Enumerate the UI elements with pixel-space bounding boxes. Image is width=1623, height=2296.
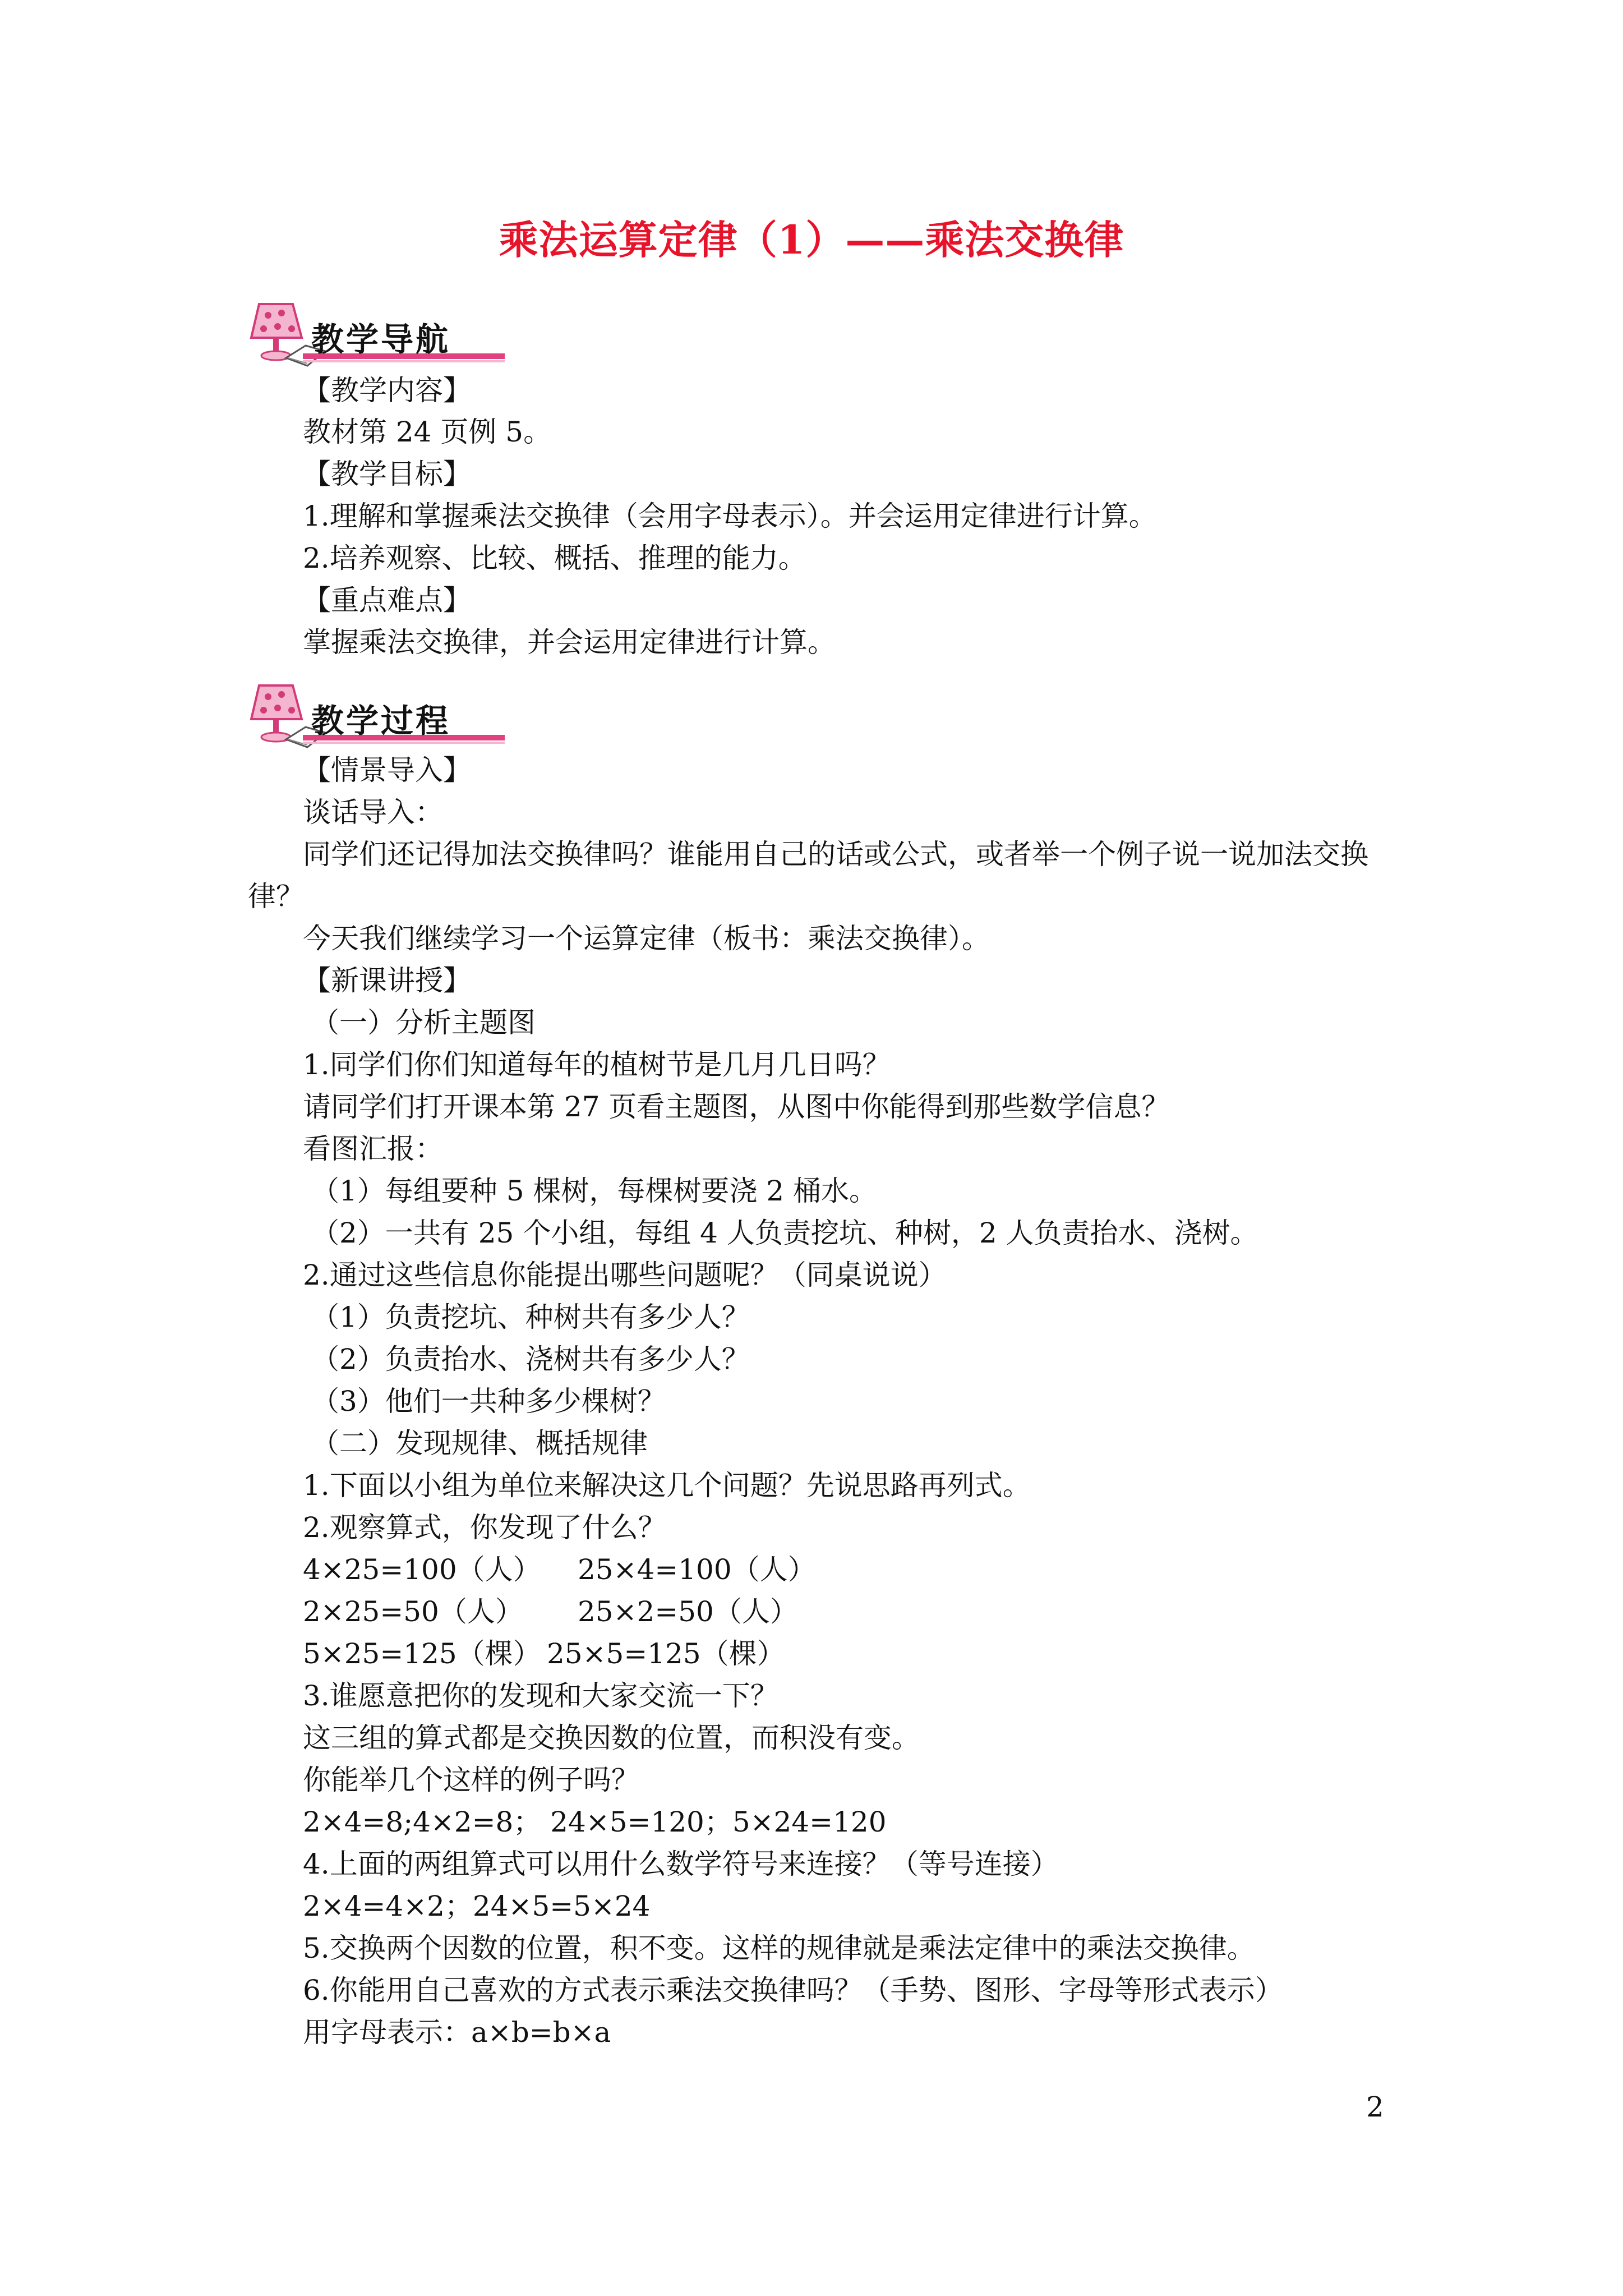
page-number: 2 <box>1366 2091 1384 2123</box>
text-line: 看图汇报： <box>303 1133 443 1165</box>
text-line: 2×4=8;4×2=8； 24×5=120；5×24=120 <box>303 1806 887 1838</box>
section-banner-process <box>247 673 505 757</box>
text-line: 掌握乘法交换律，并会运用定律进行计算。 <box>303 626 836 659</box>
equation: 25×5=125（棵） <box>547 1637 785 1670</box>
text-line: 【教学内容】 <box>303 374 471 407</box>
text-line: 2.培养观察、比较、概括、推理的能力。 <box>303 542 806 574</box>
text-line: 3.谁愿意把你的发现和大家交流一下？ <box>303 1680 778 1712</box>
text-line: 今天我们继续学习一个运算定律（板书：乘法交换律）。 <box>303 922 990 955</box>
text-line: 【教学目标】 <box>303 458 471 490</box>
text-line: 1.理解和掌握乘法交换律（会用字母表示）。并会运用定律进行计算。 <box>303 500 1157 532</box>
text-line: 用字母表示：a×b=b×a <box>303 2016 611 2049</box>
text-line: （1）每组要种 5 棵树，每棵树要浇 2 桶水。 <box>311 1175 878 1207</box>
text-line: 2×4=4×2；24×5=5×24 <box>303 1890 651 1922</box>
text-line: 你能举几个这样的例子吗？ <box>303 1764 639 1796</box>
equation: 25×2=50（人） <box>578 1595 798 1628</box>
text-line: 这三组的算式都是交换因数的位置，而积没有变。 <box>303 1722 920 1754</box>
text-line: （二）发现规律、概括规律 <box>311 1427 648 1460</box>
banner-label: 教学过程 <box>311 702 451 740</box>
equation: 5×25=125（棵） <box>303 1637 541 1670</box>
text-line: 【新课讲授】 <box>303 964 471 997</box>
text-line: 6.你能用自己喜欢的方式表示乘法交换律吗？（手势、图形、字母等形式表示） <box>303 1974 1283 2007</box>
banner-label: 教学导航 <box>311 320 451 358</box>
text-line: 请同学们打开课本第 27 页看主题图，从图中你能得到那些数学信息？ <box>303 1091 1170 1123</box>
section-banner-nav <box>247 292 505 376</box>
text-line: 4.上面的两组算式可以用什么数学符号来连接？（等号连接） <box>303 1848 1059 1880</box>
text-line: （2）负责抬水、浇树共有多少人？ <box>311 1343 750 1375</box>
text-line: 1.下面以小组为单位来解决这几个问题？先说思路再列式。 <box>303 1469 1031 1502</box>
text-line: 教材第 24 页例 5。 <box>303 416 552 448</box>
text-line: 【情景导入】 <box>303 754 471 786</box>
text-line: （1）负责挖坑、种树共有多少人？ <box>311 1301 750 1333</box>
page-title: 乘法运算定律（1）——乘法交换律 <box>499 217 1124 263</box>
text-line: 谈话导入： <box>303 796 443 829</box>
text-line: （一）分析主题图 <box>311 1006 536 1039</box>
equation: 4×25=100（人） <box>303 1553 541 1586</box>
text-line: 1.同学们你们知道每年的植树节是几月几日吗？ <box>303 1048 891 1081</box>
equation: 25×4=100（人） <box>578 1553 816 1586</box>
text-line: 2.通过这些信息你能提出哪些问题呢？（同桌说说） <box>303 1259 947 1291</box>
text-line: （2）一共有 25 个小组，每组 4 人负责挖坑、种树，2 人负责抬水、浇树。 <box>311 1217 1258 1249</box>
equation: 2×25=50（人） <box>303 1595 523 1628</box>
text-line: 5.交换两个因数的位置，积不变。这样的规律就是乘法定律中的乘法交换律。 <box>303 1932 1255 1964</box>
text-line: 同学们还记得加法交换律吗？谁能用自己的话或公式，或者举一个例子说一说加法交换 <box>303 838 1368 871</box>
text-line: 律？ <box>248 880 304 913</box>
text-line: （3）他们一共种多少棵树？ <box>311 1385 666 1418</box>
text-line: 2.观察算式，你发现了什么？ <box>303 1511 666 1544</box>
text-line: 【重点难点】 <box>303 584 471 616</box>
